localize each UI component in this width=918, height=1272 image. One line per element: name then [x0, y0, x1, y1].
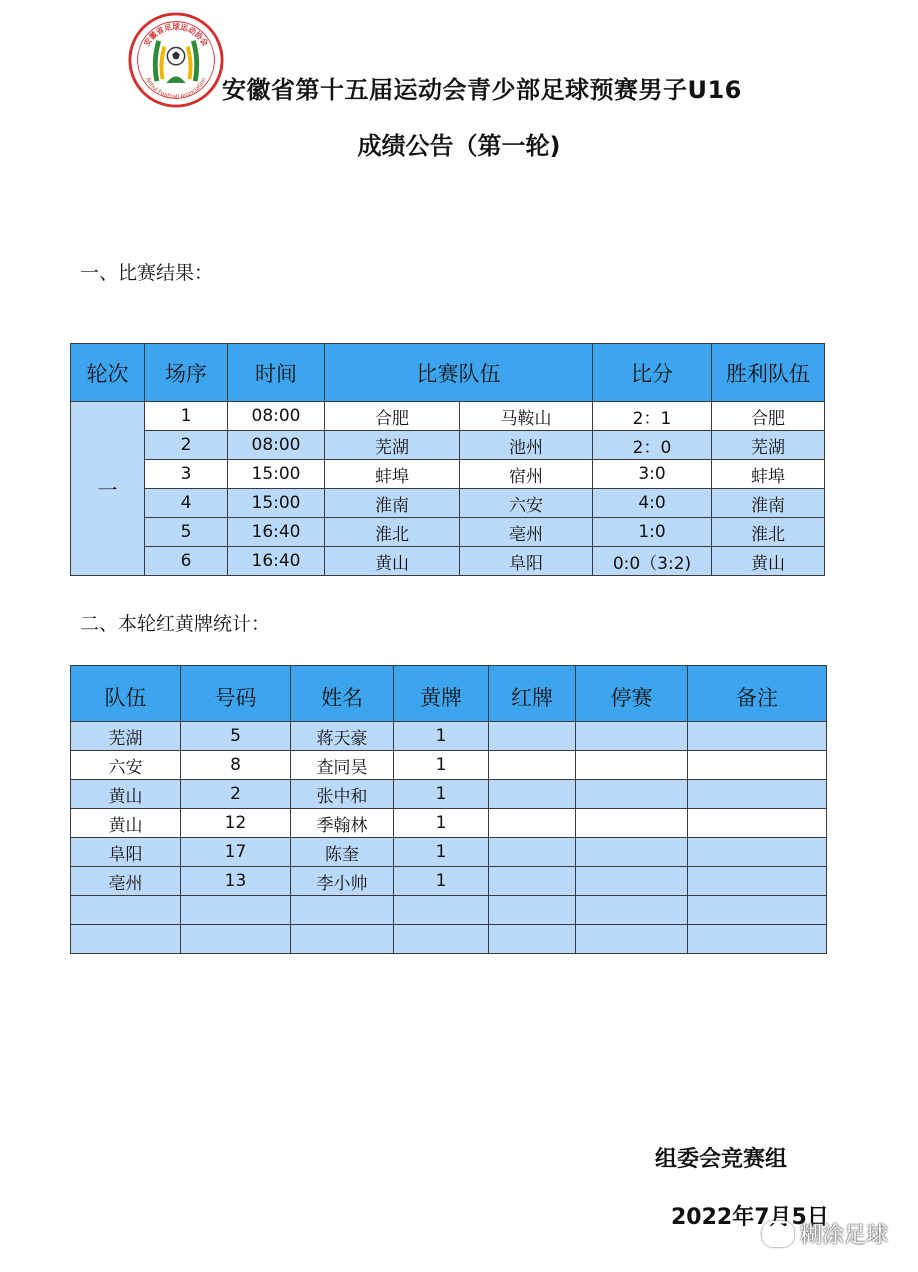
- results-table: [70, 343, 825, 576]
- yellow-cell: 1: [394, 867, 489, 896]
- team-cell: 亳州: [71, 867, 181, 896]
- yellow-cell: [394, 896, 489, 925]
- team-b-cell: 池州: [460, 431, 593, 460]
- team-cell: 六安: [71, 751, 181, 780]
- number-cell: 8: [181, 751, 291, 780]
- header-name: 姓名: [291, 666, 394, 722]
- table-row: [71, 925, 827, 954]
- table-row: [71, 867, 827, 896]
- winner-cell: 黄山: [712, 547, 825, 576]
- suspension-cell: [576, 838, 688, 867]
- team-b-cell: 马鞍山: [460, 402, 593, 431]
- yellow-cell: 1: [394, 751, 489, 780]
- red-cell: [489, 925, 576, 954]
- name-cell: 李小帅: [291, 867, 394, 896]
- remark-cell: [688, 896, 827, 925]
- yellow-cell: 1: [394, 722, 489, 751]
- red-cell: [489, 809, 576, 838]
- score-cell: 2：1: [593, 402, 712, 431]
- team-a-cell: 淮北: [325, 518, 460, 547]
- red-cell: [489, 780, 576, 809]
- red-cell: [489, 867, 576, 896]
- winner-cell: 淮北: [712, 518, 825, 547]
- header-suspension: 停赛: [576, 666, 688, 722]
- table-row: [71, 722, 827, 751]
- match-no-cell: 6: [145, 547, 228, 576]
- name-cell: [291, 925, 394, 954]
- suspension-cell: [576, 896, 688, 925]
- score-cell: 1:0: [593, 518, 712, 547]
- team-cell: 黄山: [71, 809, 181, 838]
- suspension-cell: [576, 722, 688, 751]
- header-match-no: 场序: [145, 344, 228, 402]
- red-cell: [489, 722, 576, 751]
- cards-table: [70, 665, 827, 954]
- number-cell: 13: [181, 867, 291, 896]
- match-no-cell: 3: [145, 460, 228, 489]
- team-a-cell: 黄山: [325, 547, 460, 576]
- header-yellow: 黄牌: [394, 666, 489, 722]
- red-cell: [489, 838, 576, 867]
- cards-header-row: [71, 666, 827, 722]
- team-cell: 芜湖: [71, 722, 181, 751]
- number-cell: 5: [181, 722, 291, 751]
- header-round: 轮次: [71, 344, 145, 402]
- match-no-cell: 1: [145, 402, 228, 431]
- time-cell: 15:00: [228, 489, 325, 518]
- team-b-cell: 六安: [460, 489, 593, 518]
- team-b-cell: 宿州: [460, 460, 593, 489]
- logo-text: 安徽省足球运动协会: [142, 22, 210, 48]
- team-a-cell: 合肥: [325, 402, 460, 431]
- table-row: [71, 518, 825, 547]
- team-cell: [71, 896, 181, 925]
- score-cell: 3:0: [593, 460, 712, 489]
- table-row: [71, 780, 827, 809]
- header-winner: 胜利队伍: [712, 344, 825, 402]
- number-cell: 2: [181, 780, 291, 809]
- yellow-cell: [394, 925, 489, 954]
- table-row: [71, 896, 827, 925]
- score-cell: 0:0（3:2): [593, 547, 712, 576]
- wechat-icon: [762, 1221, 794, 1247]
- document-date: 2022年7月5日: [671, 1205, 829, 1230]
- suspension-cell: [576, 867, 688, 896]
- remark-cell: [688, 867, 827, 896]
- header-time: 时间: [228, 344, 325, 402]
- time-cell: 16:40: [228, 547, 325, 576]
- page-title: 安徽省第十五届运动会青少部足球预赛男子U16: [222, 76, 742, 104]
- winner-cell: 芜湖: [712, 431, 825, 460]
- name-cell: [291, 896, 394, 925]
- red-cell: [489, 896, 576, 925]
- winner-cell: 合肥: [712, 402, 825, 431]
- table-row: [71, 431, 825, 460]
- score-cell: 4:0: [593, 489, 712, 518]
- table-row: [71, 402, 825, 431]
- name-cell: 陈奎: [291, 838, 394, 867]
- suspension-cell: [576, 751, 688, 780]
- table-row: [71, 751, 827, 780]
- table-row: [71, 809, 827, 838]
- winner-cell: 蚌埠: [712, 460, 825, 489]
- number-cell: [181, 925, 291, 954]
- time-cell: 08:00: [228, 402, 325, 431]
- match-no-cell: 5: [145, 518, 228, 547]
- number-cell: [181, 896, 291, 925]
- number-cell: 17: [181, 838, 291, 867]
- team-b-cell: 阜阳: [460, 547, 593, 576]
- time-cell: 15:00: [228, 460, 325, 489]
- remark-cell: [688, 809, 827, 838]
- name-cell: 季翰林: [291, 809, 394, 838]
- results-header-row: [71, 344, 825, 402]
- match-no-cell: 2: [145, 431, 228, 460]
- watermark-text: 糊涂足球: [800, 1223, 889, 1248]
- watermark: [762, 1218, 888, 1249]
- time-cell: 16:40: [228, 518, 325, 547]
- organizer-signature: 组委会竞赛组: [655, 1147, 788, 1172]
- section-cards-title: 二、本轮红黄牌统计：: [80, 613, 271, 635]
- football-association-logo: [128, 12, 224, 108]
- name-cell: 查同昊: [291, 751, 394, 780]
- suspension-cell: [576, 809, 688, 838]
- header-teams: 比赛队伍: [325, 344, 593, 402]
- red-cell: [489, 751, 576, 780]
- table-row: [71, 547, 825, 576]
- remark-cell: [688, 838, 827, 867]
- table-row: [71, 460, 825, 489]
- team-cell: 阜阳: [71, 838, 181, 867]
- winner-cell: 淮南: [712, 489, 825, 518]
- suspension-cell: [576, 925, 688, 954]
- name-cell: 张中和: [291, 780, 394, 809]
- team-a-cell: 蚌埠: [325, 460, 460, 489]
- table-row: [71, 489, 825, 518]
- remark-cell: [688, 751, 827, 780]
- header-score: 比分: [593, 344, 712, 402]
- header-remark: 备注: [688, 666, 827, 722]
- remark-cell: [688, 780, 827, 809]
- score-cell: 2：0: [593, 431, 712, 460]
- section-results-title: 一、比赛结果：: [80, 262, 214, 284]
- name-cell: 蒋天豪: [291, 722, 394, 751]
- team-a-cell: 芜湖: [325, 431, 460, 460]
- table-row: [71, 838, 827, 867]
- yellow-cell: 1: [394, 780, 489, 809]
- team-b-cell: 亳州: [460, 518, 593, 547]
- number-cell: 12: [181, 809, 291, 838]
- remark-cell: [688, 925, 827, 954]
- match-no-cell: 4: [145, 489, 228, 518]
- header-team: 队伍: [71, 666, 181, 722]
- header-red: 红牌: [489, 666, 576, 722]
- suspension-cell: [576, 780, 688, 809]
- team-cell: [71, 925, 181, 954]
- time-cell: 08:00: [228, 431, 325, 460]
- header-number: 号码: [181, 666, 291, 722]
- team-a-cell: 淮南: [325, 489, 460, 518]
- yellow-cell: 1: [394, 809, 489, 838]
- page-subtitle: 成绩公告（第一轮): [357, 132, 561, 160]
- logo-text-en: Anhui Football Association: [144, 76, 208, 101]
- remark-cell: [688, 722, 827, 751]
- team-cell: 黄山: [71, 780, 181, 809]
- round-cell: 一: [71, 402, 145, 576]
- yellow-cell: 1: [394, 838, 489, 867]
